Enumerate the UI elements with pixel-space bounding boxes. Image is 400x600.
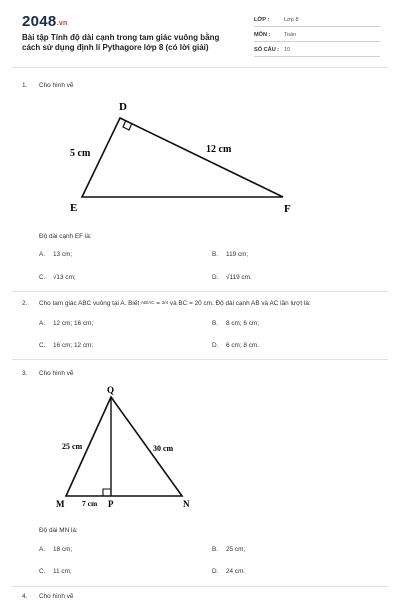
q3-option-c[interactable] [39,568,72,575]
q3-option-a[interactable] [39,546,72,553]
option-text: 12 cm; 16 cm; [53,320,94,327]
q2-number: 2. [22,300,28,307]
q3-divider [12,586,388,587]
option-letter: A. [39,251,46,258]
ratio-numerator: 3 [161,300,165,305]
option-letter: B. [212,251,219,258]
q3-option-b[interactable] [212,546,245,553]
option-text: 13 cm; [53,251,73,258]
q1-number: 1. [22,82,28,89]
option-letter: C. [39,274,46,281]
q3-side-qm: 25 cm [62,442,83,451]
q4-text: Cho hình vẽ [39,593,74,600]
option-letter: D. [212,342,219,349]
q1-side-de: 5 cm [70,148,91,159]
q3-vertex-m: M [56,499,65,509]
option-text: 18 cm; [53,546,73,553]
logo-suffix: .vn [56,20,68,27]
q1-side-df: 12 cm [206,144,232,155]
option-text: √13 cm; [53,274,76,281]
option-letter: A. [39,320,46,327]
meta-class-key: LỚP : [254,17,270,23]
q3-number: 3. [22,370,28,377]
q2-equals: = [156,300,161,307]
logo-main: 2048 [22,13,57,30]
option-letter: D. [212,568,219,575]
q1-vertex-d: D [119,101,127,113]
meta-count-key: SỐ CÂU : [254,47,280,53]
fraction-denominator: AC [148,300,155,305]
option-letter: A. [39,546,46,553]
worksheet-title: Bài tập Tính độ dài cạnh trong tam giác vuông bằng cách sử dụng định lí Pythagore lớp 8 (có lời giải) [22,33,220,52]
q2-text-after: và BC = 20 cm. Độ dài cạnh AB và AC lần lượt là: [169,300,311,307]
q1-vertex-e: E [70,202,78,214]
option-text: √119 cm. [226,274,252,281]
option-letter: B. [212,546,219,553]
q2-fraction: AB/AC [140,300,155,305]
q3-vertex-q: Q [107,385,115,395]
q3-side-mp: 7 cm [82,499,98,508]
q1-vertex-f: F [284,203,291,215]
q3-side-qn: 30 cm [153,444,174,453]
meta-class-value: Lớp 8 [284,17,299,23]
option-text: 11 cm; [53,568,72,575]
option-text: 119 cm; [226,251,249,258]
q2-text-before: Cho tam giác ABC vuông tại A. Biết [39,300,140,307]
meta-subject-key: MÔN : [254,32,271,38]
q3-prompt: Độ dài MN là: [39,527,78,534]
q3-option-d[interactable] [212,568,245,575]
meta-subject-value: Toán [284,32,297,38]
q3-vertex-p: P [108,499,114,509]
q2-ratio: 3/4 [161,300,169,305]
meta-count-value: 10 [284,47,291,53]
option-text: 24 cm. [226,568,246,575]
q1-prompt: Độ dài cạnh EF là: [39,233,92,240]
fraction-numerator: AB [140,300,147,305]
option-text: 25 cm; [226,546,246,553]
option-text: 6 cm; 8 cm. [226,342,260,349]
q3-right-angle-mark [103,489,111,496]
option-letter: C. [39,342,46,349]
q4-number: 4. [22,593,28,600]
option-letter: D. [212,274,219,281]
option-text: 8 cm; 6 cm; [226,320,260,327]
ratio-denominator: 4 [165,300,169,305]
q1-text: Cho hình vẽ [39,82,74,89]
option-text: 16 cm; 12 cm; [53,342,94,349]
option-letter: B. [212,320,219,327]
option-letter: C. [39,568,46,575]
q3-vertex-n: N [183,499,190,509]
q3-text: Cho hình vẽ [39,370,74,377]
